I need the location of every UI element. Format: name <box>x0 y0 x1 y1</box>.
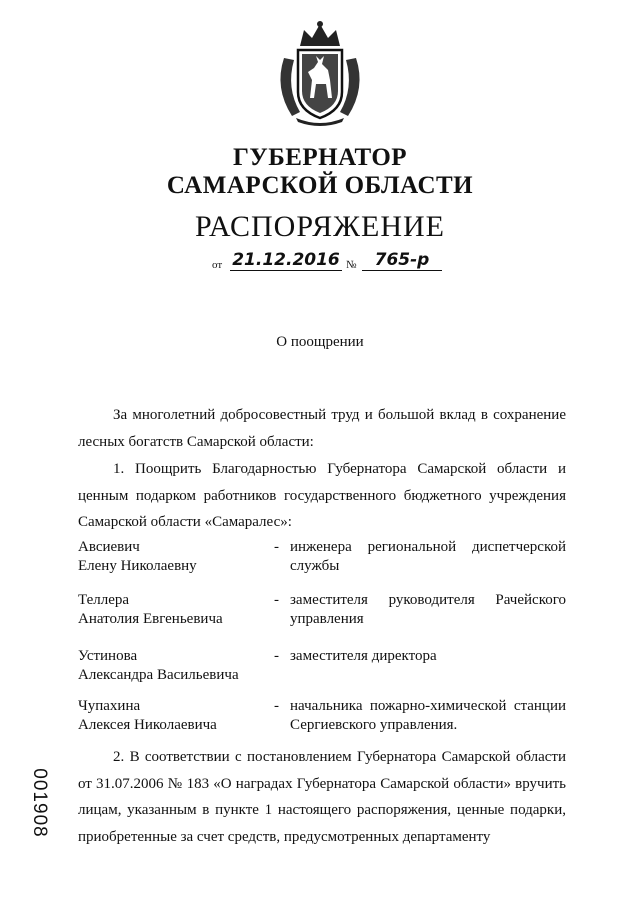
number-label: № <box>346 259 357 271</box>
item-2-paragraph: 2. В соответствии с постановлением Губернатора Самарской области от 31.07.2006 № 183 «О наградах Губернатора Самарской области» вручить лицам, указанным в пункте 1 настоящего распоряжения, ценные подарки, приобретенные за счет средств, предусмотренных департаменту <box>78 749 566 845</box>
stamp-number: 001908 <box>29 768 50 838</box>
person-surname: Теллера <box>78 592 130 608</box>
person-position: начальника пожарно-химической станции Сергиевского управления. <box>290 698 566 733</box>
person-surname: Чупахина <box>78 698 141 714</box>
document-type: РАСПОРЯЖЕНИЕ <box>194 210 446 243</box>
person-given-name: Александра Васильевича <box>78 667 239 683</box>
date-number-line <box>212 250 472 276</box>
date-label: от <box>212 259 223 271</box>
registration-stamp <box>28 768 50 838</box>
governor-title: ГУБЕРНАТОР <box>232 144 408 171</box>
person-position: заместителя директора <box>290 648 437 664</box>
dash-separator: - <box>274 648 279 664</box>
item-1-paragraph: 1. Поощрить Благодарностью Губернатора Самарской области и ценным подарком работников государственного бюджетного учреждения Самарской области «Самаралес»: <box>78 461 566 530</box>
dash-separator: - <box>274 539 279 555</box>
person-position: заместителя руководителя Рачейского управления <box>290 592 566 627</box>
person-name <box>78 591 278 629</box>
document-date: 21.12.2016 <box>230 250 342 271</box>
person-surname: Устинова <box>78 648 138 664</box>
person-given-name: Анатолия Евгеньевича <box>78 611 223 627</box>
person-given-name: Елену Николаевну <box>78 558 197 574</box>
person-surname: Авсиевич <box>78 539 140 555</box>
person-position: инженера региональной диспетчерской службы <box>290 539 566 574</box>
dash-separator: - <box>274 592 279 608</box>
person-name <box>78 647 278 685</box>
person-name <box>78 697 278 735</box>
samara-coat-of-arms-icon <box>270 18 370 128</box>
region-title: САМАРСКОЙ ОБЛАСТИ <box>166 172 474 199</box>
document-subject: О поощрении <box>276 334 364 350</box>
intro-paragraph: За многолетний добросовестный труд и большой вклад в сохранение лесных богатств Самарской области: <box>78 407 566 450</box>
person-name <box>78 538 278 576</box>
document-number: 765-р <box>362 250 442 271</box>
person-given-name: Алексея Николаевича <box>78 717 217 733</box>
dash-separator: - <box>274 698 279 714</box>
